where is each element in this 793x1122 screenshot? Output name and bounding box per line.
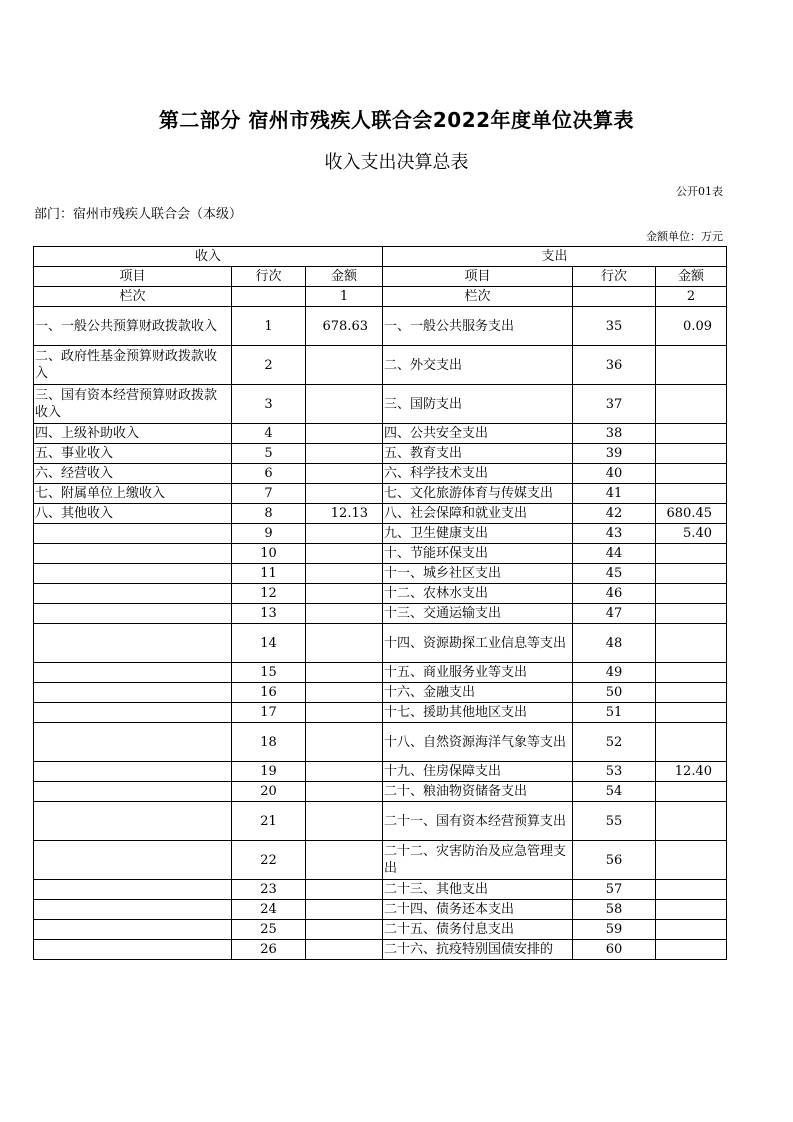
expense-item-cell: 二十一、国有资本经营预算支出: [383, 802, 573, 841]
income-item-cell: [34, 604, 232, 624]
expense-amount-cell: [656, 624, 727, 663]
expense-amount-cell: [656, 723, 727, 762]
expense-row-no-cell: 51: [573, 703, 656, 723]
expense-row-no-cell: 52: [573, 723, 656, 762]
expense-amount-cell: 0.09: [656, 307, 727, 346]
expense-row-no-cell: 57: [573, 880, 656, 900]
income-amount-cell: [306, 920, 383, 940]
expense-row-no-cell: 53: [573, 762, 656, 782]
expense-item-cell: 十五、商业服务业等支出: [383, 663, 573, 683]
income-amount-cell: [306, 564, 383, 584]
expense-row-no-cell: 47: [573, 604, 656, 624]
income-amount-cell: [306, 624, 383, 663]
expense-amount-header: 金额: [656, 267, 727, 287]
income-row-no-cell: 24: [232, 900, 306, 920]
expense-item-cell: 八、社会保障和就业支出: [383, 504, 573, 524]
expense-row-no-cell: 41: [573, 484, 656, 504]
table-row: [34, 346, 727, 385]
expense-item-cell: 十一、城乡社区支出: [383, 564, 573, 584]
expense-item-cell: 二十二、灾害防治及应急管理支出: [383, 841, 573, 880]
expense-row-no-cell: 48: [573, 624, 656, 663]
income-item-cell: [34, 940, 232, 960]
income-amount-cell: 12.13: [306, 504, 383, 524]
expense-amount-cell: 12.40: [656, 762, 727, 782]
income-amount-cell: [306, 723, 383, 762]
table-row: [34, 624, 727, 663]
expense-row-no-cell: 50: [573, 683, 656, 703]
table-row: [34, 802, 727, 841]
income-expense-table: [33, 246, 727, 960]
expense-lanci-blank: [573, 287, 656, 307]
income-item-cell: [34, 683, 232, 703]
column-header-row: [34, 267, 727, 287]
income-amount-cell: [306, 604, 383, 624]
income-row-no-cell: 21: [232, 802, 306, 841]
income-row-no-cell: 18: [232, 723, 306, 762]
expense-section-header: 支出: [383, 247, 727, 267]
income-row-no-cell: 26: [232, 940, 306, 960]
income-row-no-cell: 20: [232, 782, 306, 802]
income-row-no-cell: 25: [232, 920, 306, 940]
table-row: [34, 564, 727, 584]
expense-row-no-cell: 58: [573, 900, 656, 920]
income-section-header: 收入: [34, 247, 383, 267]
income-amount-cell: [306, 464, 383, 484]
expense-item-cell: 十四、资源勘探工业信息等支出: [383, 624, 573, 663]
income-row-no-cell: 15: [232, 663, 306, 683]
expense-amount-cell: [656, 604, 727, 624]
expense-item-header: 项目: [383, 267, 573, 287]
expense-amount-cell: [656, 424, 727, 444]
income-item-cell: 二、政府性基金预算财政拨款收入: [34, 346, 232, 385]
expense-row-no-header: 行次: [573, 267, 656, 287]
income-row-no-cell: 7: [232, 484, 306, 504]
expense-row-no-cell: 42: [573, 504, 656, 524]
expense-amount-cell: [656, 584, 727, 604]
income-item-cell: [34, 762, 232, 782]
income-row-no-cell: 16: [232, 683, 306, 703]
table-row: [34, 385, 727, 424]
income-amount-cell: [306, 544, 383, 564]
expense-amount-cell: [656, 703, 727, 723]
income-amount-cell: [306, 703, 383, 723]
income-amount-cell: [306, 385, 383, 424]
income-lanci-blank: [232, 287, 306, 307]
income-row-no-cell: 14: [232, 624, 306, 663]
income-item-cell: [34, 841, 232, 880]
expense-row-no-cell: 45: [573, 564, 656, 584]
expense-row-no-cell: 39: [573, 444, 656, 464]
income-amount-cell: [306, 524, 383, 544]
expense-row-no-cell: 35: [573, 307, 656, 346]
income-row-no-cell: 6: [232, 464, 306, 484]
income-item-cell: [34, 564, 232, 584]
expense-item-cell: 二十四、债务还本支出: [383, 900, 573, 920]
expense-item-cell: 二十六、抗疫特别国债安排的: [383, 940, 573, 960]
income-amount-cell: [306, 584, 383, 604]
expense-item-cell: 二十五、债务付息支出: [383, 920, 573, 940]
income-row-no-cell: 3: [232, 385, 306, 424]
expense-item-cell: 十二、农林水支出: [383, 584, 573, 604]
income-row-no-cell: 19: [232, 762, 306, 782]
expense-amount-cell: [656, 346, 727, 385]
expense-row-no-cell: 40: [573, 464, 656, 484]
expense-row-no-cell: 36: [573, 346, 656, 385]
income-row-no-cell: 2: [232, 346, 306, 385]
income-row-no-cell: 13: [232, 604, 306, 624]
expense-item-cell: 十七、援助其他地区支出: [383, 703, 573, 723]
expense-amount-cell: [656, 564, 727, 584]
expense-amount-cell: [656, 663, 727, 683]
expense-row-no-cell: 56: [573, 841, 656, 880]
table-row: [34, 703, 727, 723]
table-row: [34, 444, 727, 464]
expense-amount-cell: [656, 683, 727, 703]
income-row-no-cell: 12: [232, 584, 306, 604]
table-row: [34, 920, 727, 940]
table-row: [34, 524, 727, 544]
expense-amount-cell: [656, 444, 727, 464]
income-item-cell: [34, 900, 232, 920]
table-row: [34, 484, 727, 504]
expense-item-cell: 三、国防支出: [383, 385, 573, 424]
table-row: [34, 723, 727, 762]
expense-item-cell: 十八、自然资源海洋气象等支出: [383, 723, 573, 762]
expense-amount-cell: [656, 900, 727, 920]
income-row-no-header: 行次: [232, 267, 306, 287]
expense-row-no-cell: 59: [573, 920, 656, 940]
expense-item-cell: 九、卫生健康支出: [383, 524, 573, 544]
expense-amount-cell: [656, 920, 727, 940]
income-amount-cell: [306, 880, 383, 900]
income-item-cell: [34, 524, 232, 544]
expense-amount-cell: 5.40: [656, 524, 727, 544]
income-lanci-label: 栏次: [34, 287, 232, 307]
expense-item-cell: 十、节能环保支出: [383, 544, 573, 564]
income-item-cell: 七、附属单位上缴收入: [34, 484, 232, 504]
expense-lanci-col: 2: [656, 287, 727, 307]
table-row: [34, 604, 727, 624]
expense-row-no-cell: 44: [573, 544, 656, 564]
income-item-cell: [34, 624, 232, 663]
income-item-cell: [34, 723, 232, 762]
expense-row-no-cell: 46: [573, 584, 656, 604]
income-row-no-cell: 11: [232, 564, 306, 584]
income-item-cell: [34, 544, 232, 564]
income-amount-cell: [306, 663, 383, 683]
expense-amount-cell: 680.45: [656, 504, 727, 524]
expense-row-no-cell: 43: [573, 524, 656, 544]
income-amount-header: 金额: [306, 267, 383, 287]
table-row: [34, 504, 727, 524]
expense-amount-cell: [656, 544, 727, 564]
table-row: [34, 424, 727, 444]
expense-amount-cell: [656, 940, 727, 960]
income-row-no-cell: 23: [232, 880, 306, 900]
income-item-cell: 八、其他收入: [34, 504, 232, 524]
lanci-row: [34, 287, 727, 307]
table-row: [34, 464, 727, 484]
table-row: [34, 782, 727, 802]
expense-row-no-cell: 60: [573, 940, 656, 960]
expense-amount-cell: [656, 880, 727, 900]
income-amount-cell: [306, 444, 383, 464]
table-row: [34, 880, 727, 900]
income-amount-cell: [306, 841, 383, 880]
expense-amount-cell: [656, 464, 727, 484]
expense-row-no-cell: 37: [573, 385, 656, 424]
expense-row-no-cell: 54: [573, 782, 656, 802]
expense-item-cell: 七、文化旅游体育与传媒支出: [383, 484, 573, 504]
expense-item-cell: 一、一般公共服务支出: [383, 307, 573, 346]
income-item-cell: [34, 782, 232, 802]
section-header-row: [34, 247, 727, 267]
income-amount-cell: [306, 762, 383, 782]
expense-item-cell: 十六、金融支出: [383, 683, 573, 703]
form-number: 公开01表: [676, 185, 723, 198]
income-amount-cell: [306, 424, 383, 444]
expense-item-cell: 五、教育支出: [383, 444, 573, 464]
expense-item-cell: 十三、交通运输支出: [383, 604, 573, 624]
expense-amount-cell: [656, 385, 727, 424]
income-amount-cell: [306, 782, 383, 802]
amount-unit-label: 金额单位：万元: [646, 230, 723, 243]
income-row-no-cell: 9: [232, 524, 306, 544]
page-title: 第二部分 宿州市残疾人联合会2022年度单位决算表: [158, 108, 635, 132]
income-item-cell: 四、上级补助收入: [34, 424, 232, 444]
income-item-header: 项目: [34, 267, 232, 287]
table-row: [34, 841, 727, 880]
income-row-no-cell: 8: [232, 504, 306, 524]
income-item-cell: [34, 802, 232, 841]
table-row: [34, 900, 727, 920]
expense-item-cell: 六、科学技术支出: [383, 464, 573, 484]
income-amount-cell: [306, 940, 383, 960]
income-amount-cell: [306, 802, 383, 841]
expense-amount-cell: [656, 841, 727, 880]
income-row-no-cell: 17: [232, 703, 306, 723]
table-row: [34, 940, 727, 960]
page-subtitle: 收入支出决算总表: [324, 152, 469, 173]
expense-lanci-label: 栏次: [383, 287, 573, 307]
income-item-cell: [34, 584, 232, 604]
table-row: [34, 683, 727, 703]
income-item-cell: [34, 703, 232, 723]
table-row: [34, 307, 727, 346]
table-row: [34, 544, 727, 564]
income-amount-cell: [306, 484, 383, 504]
expense-row-no-cell: 38: [573, 424, 656, 444]
table-row: [34, 584, 727, 604]
income-item-cell: [34, 920, 232, 940]
income-amount-cell: [306, 346, 383, 385]
expense-amount-cell: [656, 782, 727, 802]
department-label: 部门：宿州市残疾人联合会（本级）: [34, 207, 243, 222]
income-amount-cell: [306, 900, 383, 920]
income-row-no-cell: 4: [232, 424, 306, 444]
income-row-no-cell: 5: [232, 444, 306, 464]
income-amount-cell: 678.63: [306, 307, 383, 346]
expense-item-cell: 二十、粮油物资储备支出: [383, 782, 573, 802]
expense-item-cell: 二十三、其他支出: [383, 880, 573, 900]
expense-item-cell: 十九、住房保障支出: [383, 762, 573, 782]
income-item-cell: 六、经营收入: [34, 464, 232, 484]
income-item-cell: 三、国有资本经营预算财政拨款收入: [34, 385, 232, 424]
income-row-no-cell: 1: [232, 307, 306, 346]
table-row: [34, 762, 727, 782]
income-item-cell: 一、一般公共预算财政拨款收入: [34, 307, 232, 346]
income-item-cell: 五、事业收入: [34, 444, 232, 464]
expense-row-no-cell: 49: [573, 663, 656, 683]
expense-amount-cell: [656, 802, 727, 841]
expense-row-no-cell: 55: [573, 802, 656, 841]
income-item-cell: [34, 663, 232, 683]
income-amount-cell: [306, 683, 383, 703]
expense-item-cell: 二、外交支出: [383, 346, 573, 385]
table-row: [34, 663, 727, 683]
expense-item-cell: 四、公共安全支出: [383, 424, 573, 444]
income-lanci-col: 1: [306, 287, 383, 307]
expense-amount-cell: [656, 484, 727, 504]
income-item-cell: [34, 880, 232, 900]
income-row-no-cell: 22: [232, 841, 306, 880]
income-row-no-cell: 10: [232, 544, 306, 564]
